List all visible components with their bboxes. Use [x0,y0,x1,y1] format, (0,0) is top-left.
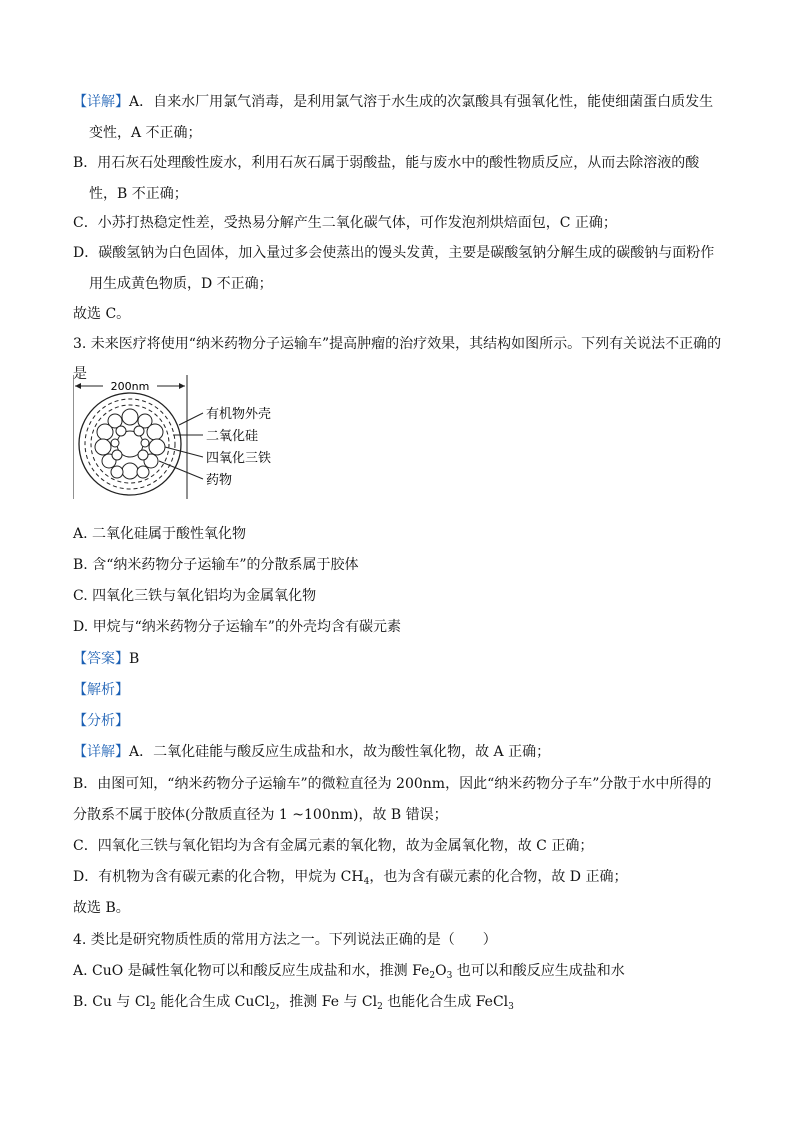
option-a: A. 二氧化硅属于酸性氧化物 [73,526,247,542]
text-line: C．小苏打热稳定性差，受热易分解产生二氧化碳气体，可作发泡剂烘焙面包，C 正确； [73,215,617,231]
question-3-stem: 3. 未来医疗将使用“纳米药物分子运输车”提高肿瘤的治疗效果，其结构如图所示。下列有关说法不正确的 [73,336,722,352]
text-line: D．有机物为含有碳元素的化合物，甲烷为 $CH_4$，也为含有碳元素的化合物，故 D 正确； [73,869,628,887]
option-c: C. 四氧化三铁与氧化铝均为金属氧化物 [73,588,317,604]
question-4-option-a: A. CuO 是碱性氧化物可以和酸反应生成盐和水，推测 $Fe_2O_3$ 也可以和酸反应生成盐和水 [73,963,625,981]
analysis-tag: 【解析】 [73,682,129,698]
answer-line [73,649,723,669]
text-line: 分散系不属于胶体(分散质直径为 1 ~100nm)，故 B 错误； [73,807,448,823]
section-tag: 【详解】 [73,94,129,110]
text-line: 故选 B。 [73,900,130,916]
text-line [73,742,723,762]
line-text: A．二氧化硅能与酸反应生成盐和水，故为酸性氧化物，故 A 正确； [129,744,551,760]
question-3-stem-cont: 是 [73,366,87,382]
text-line: C．四氧化三铁与氧化铝均为含有金属元素的氧化物，故为金属氧化物，故 C 正确； [73,838,594,854]
text-line: 变性，A 不正确； [89,125,202,141]
text-line: B．用石灰石处理酸性废水，利用石灰石属于弱酸盐，能与废水中的酸性物质反应，从而去除溶液的酸 [73,155,700,171]
text-line: 性，B 不正确； [89,186,188,202]
section-tag: 【详解】 [73,744,129,760]
silica-label: 二氧化硅 [206,429,259,444]
option-b: B. 含“纳米药物分子运输车”的分散系属于胶体 [73,557,359,573]
question-4-option-b: B. Cu 与 $Cl_2$ 能化合生成 CuCl$_2$，推测 Fe 与 $Cl_2$ 也能化合生成 FeCl$_3$ [73,994,514,1012]
text-line: B．由图可知，“纳米药物分子运输车”的微粒直径为 200nm，因此“纳米药物分子车”分散于水中所得的 [73,776,712,792]
text-line: 故选 C。 [73,306,131,322]
reasoning-tag: 【分析】 [73,713,129,729]
text-line: 用生成黄色物质，D 不正确； [89,276,273,292]
shell-label: 有机物外壳 [206,407,272,422]
question-4-stem: 4. 类比是研究物质性质的常用方法之一。下列说法正确的是（ ） [73,932,497,948]
text-line [73,92,723,112]
nanocarrier-diagram [73,375,293,500]
drug-label: 药物 [206,473,233,488]
line-text: A．自来水厂用氯气消毒，是利用氯气溶于水生成的次氯酸具有强氧化性，能使细菌蛋白质发生 [129,94,714,110]
iron-oxide-label: 四氧化三铁 [206,451,272,466]
diameter-label: 200nm [110,380,150,393]
answer-value: B [129,651,140,667]
option-d: D. 甲烷与“纳米药物分子运输车”的外壳均含有碳元素 [73,619,401,635]
text-line: D．碳酸氢钠为白色固体，加入量过多会使蒸出的馒头发黄，主要是碳酸氢钠分解生成的碳酸钠与面粉作 [73,245,715,261]
answer-tag: 【答案】 [73,651,129,667]
